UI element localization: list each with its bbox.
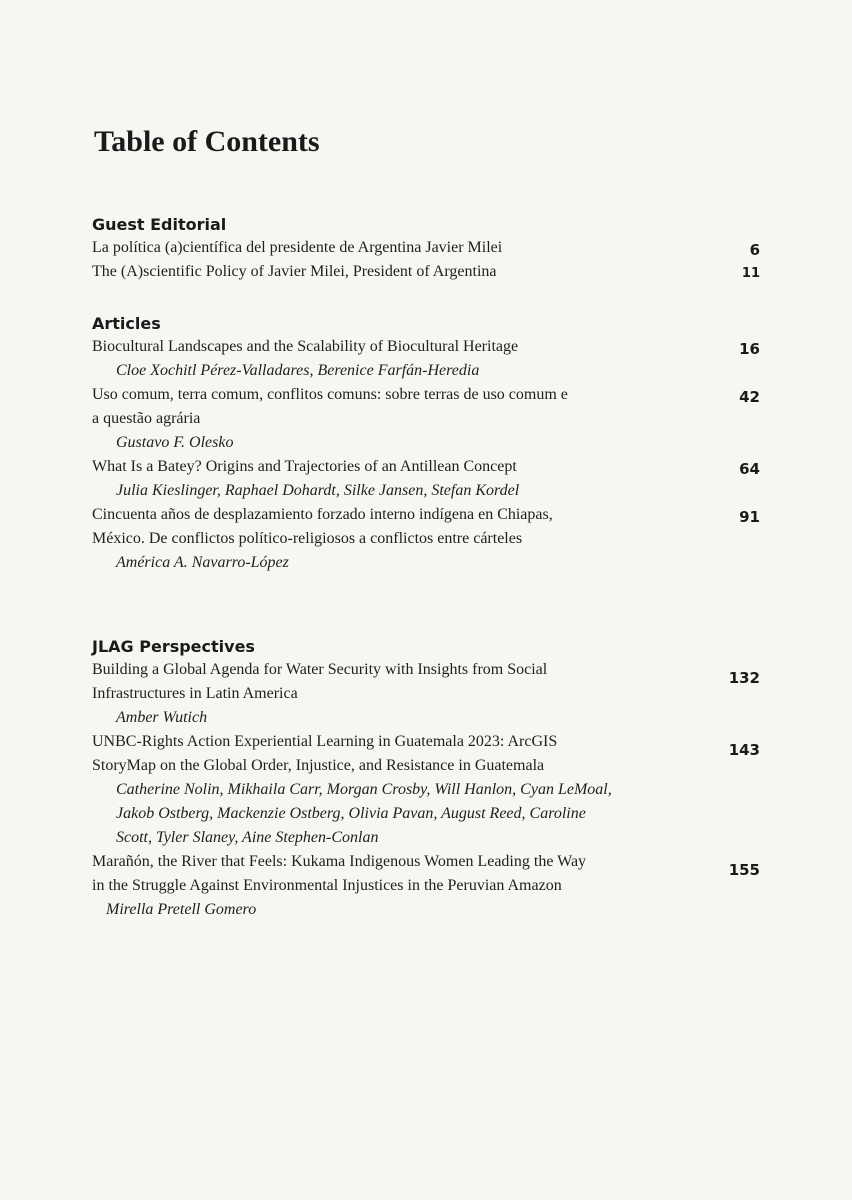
- section-heading: JLAG Perspectives: [92, 637, 255, 656]
- entry-authors: Amber Wutich: [116, 709, 208, 726]
- entry-authors: Cloe Xochitl Pérez-Valladares, Berenice Farfán-Heredia: [116, 362, 480, 379]
- entry-title: La política (a)científica del presidente de Argentina Javier Milei: [92, 239, 503, 256]
- entry-title: UNBC-Rights Action Experiential Learning in Guatemala 2023: ArcGIS StoryMap on the Global Order, Injustice, and Resistance in Guatemala: [92, 733, 558, 774]
- entry-page-number: 64: [739, 460, 760, 478]
- toc-entry[interactable]: [92, 730, 772, 850]
- entry-title: Building a Global Agenda for Water Security with Insights from Social Infrastructures in Latin America: [92, 661, 548, 702]
- entry-title: Biocultural Landscapes and the Scalability of Biocultural Heritage: [92, 338, 519, 355]
- entry-page-number: 143: [728, 741, 760, 759]
- entry-page-number: 6: [749, 241, 760, 259]
- entry-title: Cincuenta años de desplazamiento forzado interno indígena en Chiapas, México. De conflictos político-religiosos a conflictos entre cárteles: [92, 506, 553, 547]
- toc-entry[interactable]: [92, 658, 772, 730]
- entry-authors: Julia Kieslinger, Raphael Dohardt, Silke Jansen, Stefan Kordel: [116, 482, 520, 499]
- toc-entry[interactable]: [92, 455, 772, 503]
- entry-title: Uso comum, terra comum, conflitos comuns: sobre terras de uso comum e a questão agrária: [92, 386, 568, 427]
- section-heading: Articles: [92, 314, 161, 333]
- section-jlag-perspectives: [92, 636, 772, 922]
- entry-title: Marañón, the River that Feels: Kukama Indigenous Women Leading the Way in the Struggle Against Environmental Injustices in the Peruvian Amazon: [92, 853, 587, 894]
- page-title: Table of Contents: [94, 125, 320, 158]
- entry-title: The (A)scientific Policy of Javier Milei, President of Argentina: [92, 263, 497, 280]
- entry-authors: Catherine Nolin, Mikhaila Carr, Morgan Crosby, Will Hanlon, Cyan LeMoal, Jakob Ostberg, Mackenzie Ostberg, Olivia Pavan, August Reed, Caroline Scott, Tyler Slaney, Aine Stephen-Conlan: [116, 781, 612, 846]
- entry-page-number: 132: [728, 669, 760, 687]
- toc-entry[interactable]: [92, 850, 772, 922]
- entry-title: What Is a Batey? Origins and Trajectories of an Antillean Concept: [92, 458, 517, 475]
- entry-page-number: 155: [728, 861, 760, 879]
- toc-entry[interactable]: [92, 260, 772, 284]
- entry-authors: Gustavo F. Olesko: [116, 434, 234, 451]
- entry-page-number: 42: [739, 388, 760, 406]
- entry-page-number: 11: [741, 266, 760, 281]
- toc-entry[interactable]: [92, 503, 772, 575]
- toc-entry[interactable]: [92, 335, 772, 383]
- entry-page-number: 16: [739, 340, 760, 358]
- entry-authors: América A. Navarro-López: [116, 554, 289, 571]
- section-articles: [92, 313, 772, 575]
- toc-entry[interactable]: [92, 383, 772, 455]
- toc-entry[interactable]: [92, 236, 772, 260]
- entry-authors: Mirella Pretell Gomero: [106, 901, 257, 918]
- section-heading: Guest Editorial: [92, 215, 227, 234]
- section-guest-editorial: [92, 214, 772, 284]
- entry-page-number: 91: [739, 508, 760, 526]
